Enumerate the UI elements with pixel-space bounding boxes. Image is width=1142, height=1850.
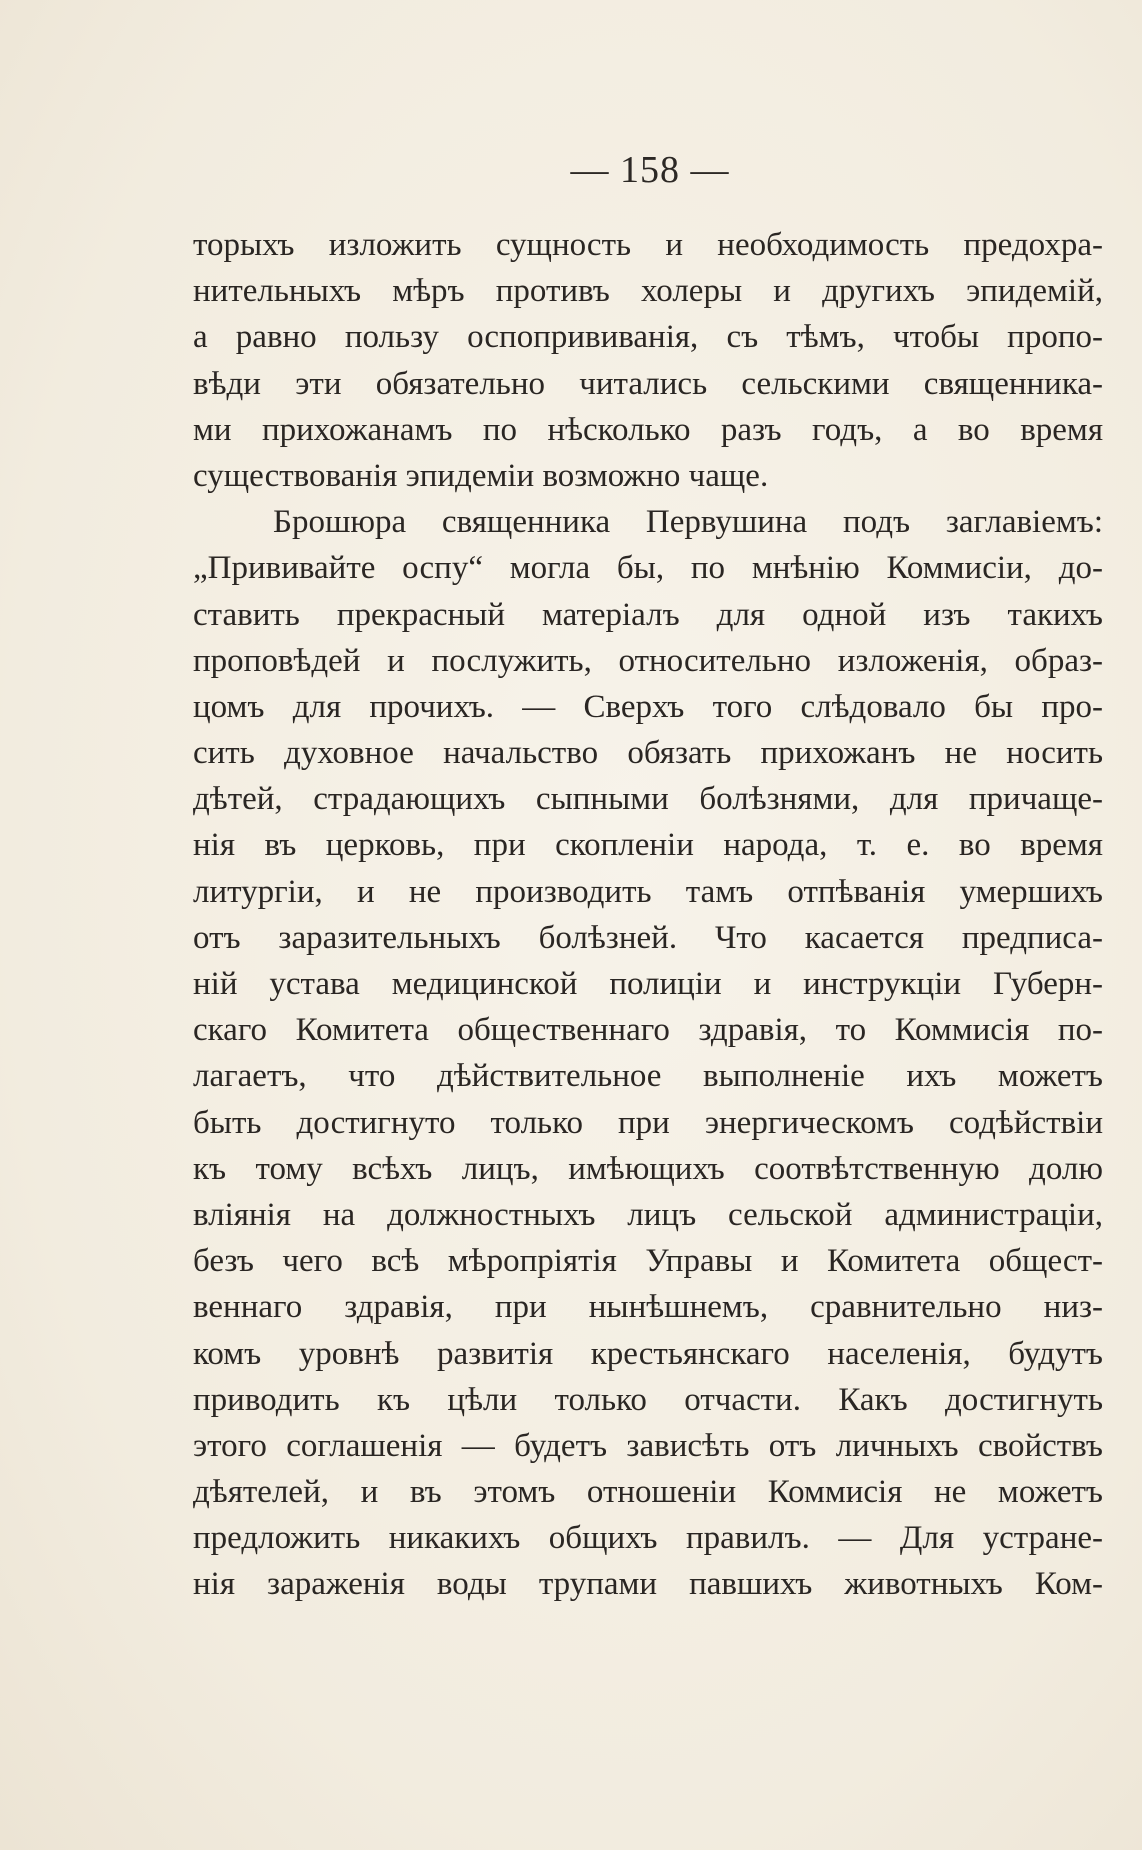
text-line: сить духовное начальство обязать прихожанъ не носить (193, 735, 1103, 772)
text-line: нительныхъ мѣръ противъ холеры и другихъ эпидемій, (193, 273, 1103, 310)
text-line: скаго Комитета общественнаго здравія, то Коммисія по- (193, 1012, 1103, 1049)
text-line: приводить къ цѣли только отчасти. Какъ достигнуть (193, 1381, 1103, 1418)
text-line: Брошюра священника Первушина подъ заглавіемъ: (273, 504, 1103, 541)
text-line: торыхъ изложить сущность и необходимость предохра- (193, 227, 1103, 263)
text-line: къ тому всѣхъ лицъ, имѣющихъ соотвѣтственную долю (193, 1150, 1103, 1187)
text-line: „Прививайте оспу“ могла бы, по мнѣнію Коммисіи, до- (193, 550, 1103, 587)
text-line: проповѣдей и послужить, относительно изложенія, образ- (193, 642, 1103, 679)
text-line: существованія эпидеміи возможно чаще. (193, 457, 769, 494)
text-line: отъ заразительныхъ болѣзней. Что касается предписа- (193, 919, 1103, 956)
text-line: вѣди эти обязательно читались сельскими священника- (193, 365, 1103, 402)
text-line: нія въ церковь, при скопленіи народа, т. е. во время (193, 827, 1103, 864)
text-line: веннаго здравія, при нынѣшнемъ, сравнительно низ- (193, 1289, 1103, 1326)
text-line: цомъ для прочихъ. — Сверхъ того слѣдовало бы про- (193, 688, 1103, 725)
text-line: вліянія на должностныхъ лицъ сельской администраціи, (193, 1196, 1103, 1233)
text-line: безъ чего всѣ мѣропріятія Управы и Комитета общест- (193, 1243, 1103, 1280)
text-line: дѣтей, страдающихъ сыпными болѣзнями, для причаще- (193, 781, 1103, 818)
text-line: этого соглашенія — будетъ зависѣть отъ личныхъ свойствъ (193, 1427, 1103, 1464)
text-line: дѣятелей, и въ этомъ отношеніи Коммисія не можетъ (193, 1474, 1103, 1511)
text-line: ми прихожанамъ по нѣсколько разъ годъ, а во время (193, 411, 1103, 448)
text-line: лагаетъ, что дѣйствительное выполненіе ихъ можетъ (193, 1058, 1103, 1095)
text-line: предложить никакихъ общихъ правилъ. — Для устране- (193, 1520, 1103, 1557)
text-line: комъ уровнѣ развитія крестьянскаго населенія, будутъ (193, 1335, 1103, 1372)
text-line: ставить прекрасный матеріалъ для одной изъ такихъ (193, 596, 1103, 633)
text-line: а равно пользу оспопрививанія, съ тѣмъ, чтобы пропо- (193, 319, 1103, 356)
text-line: ній устава медицинской полиціи и инструкціи Губерн- (193, 966, 1103, 1002)
text-line: нія зараженія воды трупами павшихъ животныхъ Ком- (193, 1566, 1103, 1603)
text-line: литургіи, и не производить тамъ отпѣванія умершихъ (193, 873, 1103, 910)
page-number: — 158 — (570, 149, 730, 191)
body-text (193, 222, 1103, 1608)
text-line: быть достигнуто только при энергическомъ содѣйствіи (193, 1104, 1103, 1141)
